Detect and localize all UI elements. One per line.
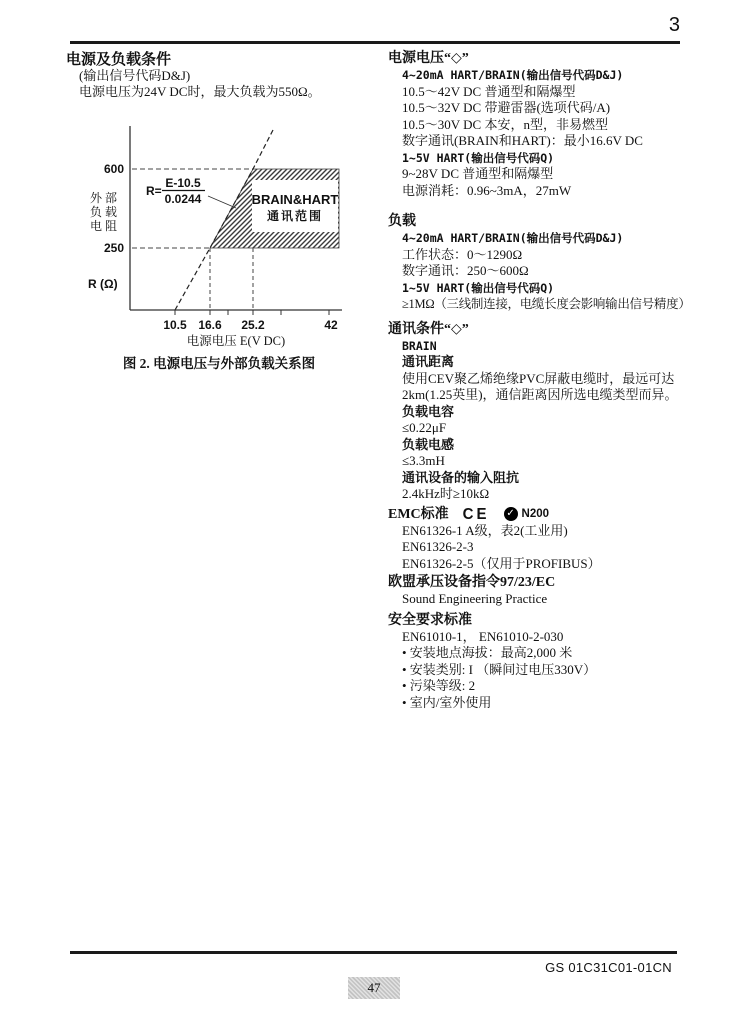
region-label-1: BRAIN&HART <box>251 192 339 207</box>
spec-line: EN61326-1 A级，表2(工业用) <box>402 522 568 538</box>
x-axis-label: 电源电压 E(V DC) <box>186 334 286 348</box>
section-power-voltage <box>388 50 694 199</box>
spec-line: 负载电感 <box>402 436 455 452</box>
section-heading: 电源电压“◇” <box>388 51 469 66</box>
section-ped-directive <box>388 574 694 608</box>
spec-line: EN61010-1， EN61010-2-030 <box>402 628 564 644</box>
spec-line: 使用CEV聚乙烯绝缘PVC屏蔽电缆时，最远可达 <box>402 370 675 386</box>
spec-line: ≤3.3mH <box>402 453 445 468</box>
spec-line: 1~5V HART(输出信号代码Q) <box>402 280 555 295</box>
spec-line: EN61326-2-5（仅用于PROFIBUS） <box>402 555 601 571</box>
footer-page-number: 47 <box>367 980 381 995</box>
formula-lhs: R= <box>146 184 162 198</box>
section-heading: EMC标准 <box>388 506 449 522</box>
spec-line: 10.5～30V DC 本安，n型，非易燃型 <box>402 116 608 132</box>
section-emc <box>388 506 694 573</box>
section-load <box>388 213 694 313</box>
spec-line: 2.4kHz时≥10kΩ <box>402 486 490 501</box>
spec-line: BRAIN <box>402 338 437 353</box>
ylabel-line-1: 外 部 <box>90 191 118 205</box>
spec-line: • 安装地点海拔：最高2,000 米 <box>402 645 573 660</box>
spec-line: 负载电容 <box>402 403 455 419</box>
spec-line: • 室内/室外使用 <box>402 694 492 710</box>
figure-2-chart <box>58 118 380 356</box>
c-tick-icon <box>504 507 518 521</box>
left-section-heading: 电源及负载条件 <box>66 52 172 68</box>
right-column <box>388 50 694 711</box>
xtick-10-5: 10.5 <box>163 318 187 332</box>
spec-line: 9~28V DC 普通型和隔爆型 <box>402 166 554 181</box>
spec-line: ≤0.22μF <box>402 420 447 435</box>
spec-line: 数字通讯：250～600Ω <box>402 263 529 278</box>
page-number: 3 <box>668 14 680 36</box>
spec-line: Sound Engineering Practice <box>402 591 548 606</box>
spec-line: 电源消耗：0.96~3mA，27mW <box>402 182 572 198</box>
section-heading: 安全要求标准 <box>388 612 472 628</box>
left-subline-1: (输出信号代码D&J) <box>79 68 191 83</box>
formula-numerator: E-10.5 <box>165 176 201 190</box>
bottom-rule <box>70 951 677 954</box>
section-heading: 通讯条件“◇” <box>388 321 469 337</box>
formula-leader-line <box>208 196 236 208</box>
section-communication <box>388 321 694 503</box>
ce-mark-icon: CE <box>462 505 490 523</box>
spec-line: • 安装类别: I （瞬间过电压330V） <box>402 661 597 677</box>
spec-line: 4~20mA HART/BRAIN(输出信号代码D&J) <box>402 231 624 245</box>
spec-line: 通讯距离 <box>402 354 455 369</box>
spec-line: 4~20mA HART/BRAIN(输出信号代码D&J) <box>402 68 624 82</box>
xtick-25-2: 25.2 <box>241 318 265 332</box>
n200-label: N200 <box>521 508 550 520</box>
section-safety <box>388 612 694 712</box>
ylabel-line-3: 电 阻 <box>90 219 118 233</box>
xtick-42: 42 <box>324 318 338 332</box>
formula-denominator: 0.0244 <box>164 192 202 206</box>
section-heading: 欧盟承压设备指令97/23/EC <box>388 575 556 590</box>
spec-line: 工作状态：0～1290Ω <box>402 246 523 262</box>
x-axis-ticks <box>175 310 329 315</box>
check-glyph: ✓ <box>506 508 515 519</box>
spec-line: 数字通讯(BRAIN和HART)：最小16.6V DC <box>402 133 643 148</box>
ylabel-line-2: 负 载 <box>90 205 118 219</box>
xtick-16-6: 16.6 <box>198 318 222 332</box>
ytick-250: 250 <box>103 241 124 255</box>
spec-line: 2km(1.25英里)，通信距离因所选电缆类型而异。 <box>402 387 678 402</box>
spec-line: 通讯设备的输入阻抗 <box>402 469 520 485</box>
spec-line: 10.5～32V DC 带避雷器(选项代码/A) <box>402 100 611 115</box>
spec-line: EN61326-2-3 <box>402 539 474 554</box>
y-unit-label: R (Ω) <box>88 277 118 291</box>
region-label-2: 通讯范围 <box>266 209 324 223</box>
section-heading: 负载 <box>388 214 416 229</box>
footer-page-box <box>348 977 400 999</box>
ytick-600: 600 <box>103 162 124 176</box>
spec-line: 10.5～42V DC 普通型和隔爆型 <box>402 83 576 99</box>
spec-line: • 污染等级: 2 <box>402 678 476 693</box>
spec-line: ≥1MΩ（三线制连接，电缆长度会影响输出信号精度） <box>402 297 691 311</box>
top-rule <box>70 41 680 44</box>
spec-line: 1~5V HART(输出信号代码Q) <box>402 150 555 165</box>
left-subline-2: 电源电压为24V DC时，最大负载为550Ω。 <box>79 84 321 99</box>
figure-caption: 图 2. 电源电压与外部负载关系图 <box>122 356 316 371</box>
document-code: GS 01C31C01-01CN <box>545 960 672 975</box>
